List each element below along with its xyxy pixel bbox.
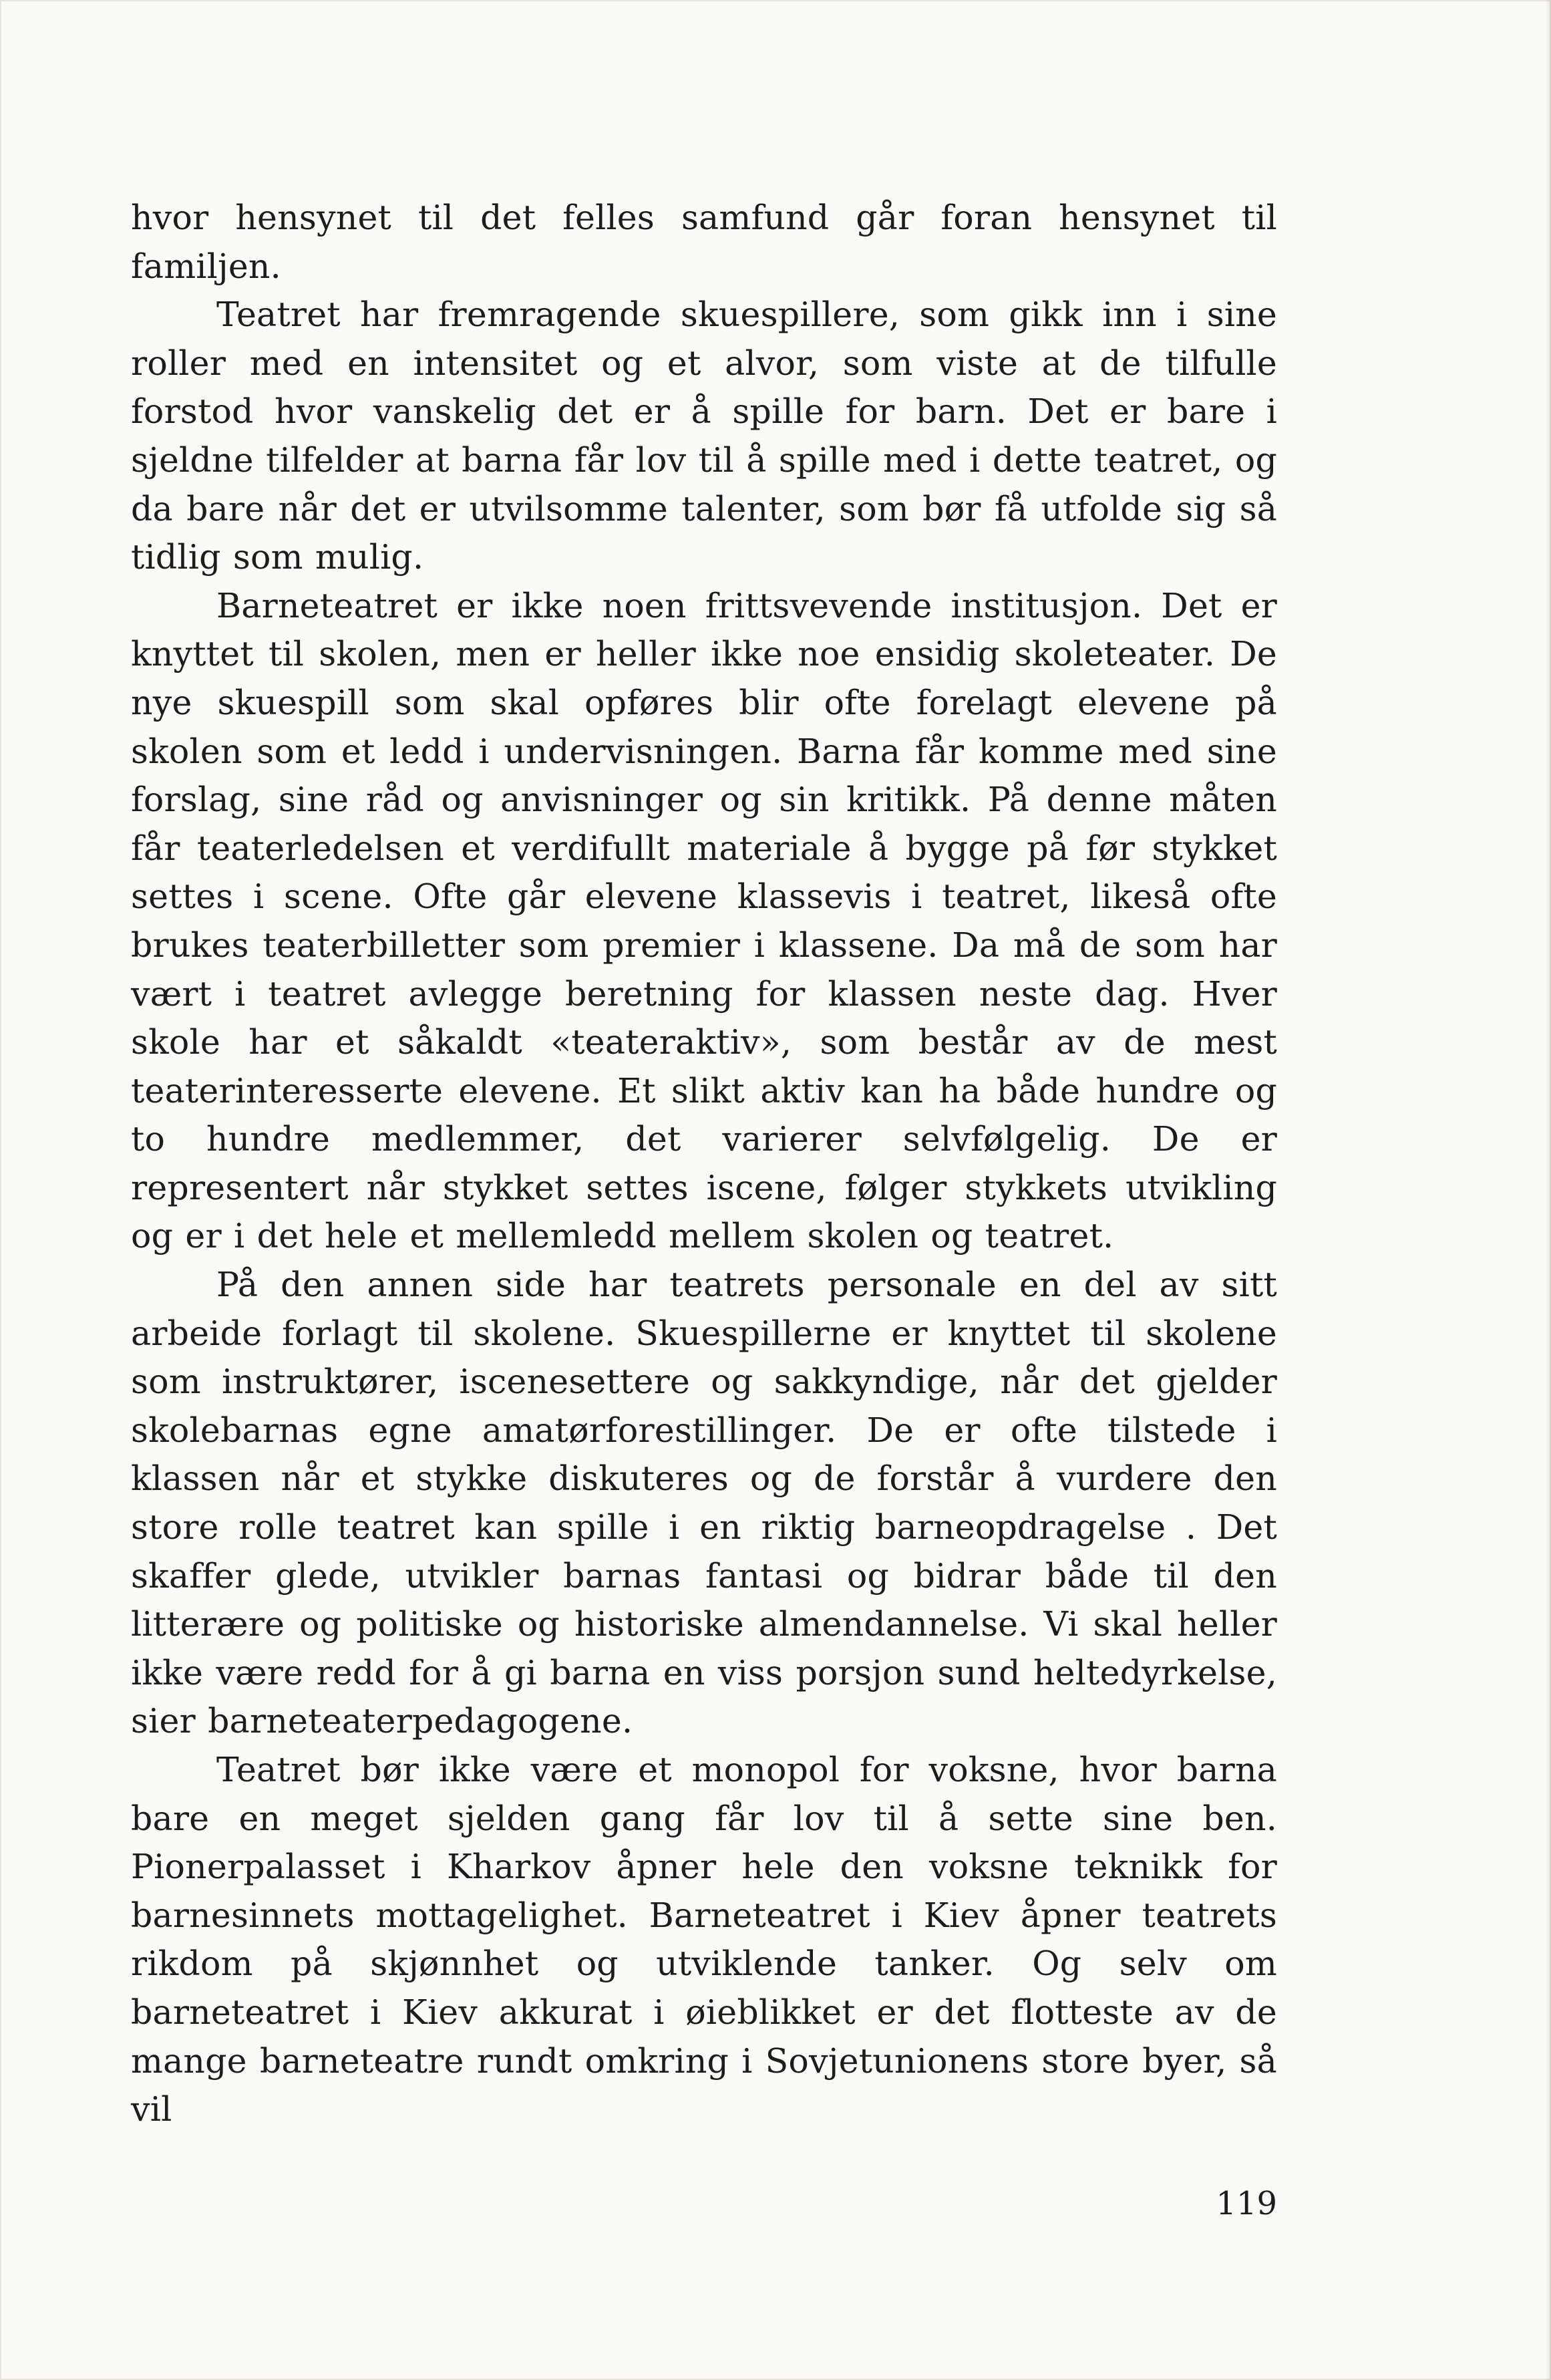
paragraph-3: Barneteatret er ikke noen frittsvevende institusjon. Det er knyttet til skolen, men er heller ikke noe ensidig skoleteater. De nye skuespill som skal opføres blir ofte forelagt elevene på skolen som et ledd i undervisningen. Barna får komme med sine forslag, sine råd og anvisninger og sin kritikk. På denne måten får teaterledelsen et verdifullt materiale å bygge på før stykket settes i scene. Ofte går elevene klassevis i teatret, likeså ofte brukes teaterbilletter som premier i klassene. Da må de som har vært i teatret avlegge beretning for klassen neste dag. Hver skole har et såkaldt «teateraktiv», som består av de mest teaterinteresserte elevene. Et slikt aktiv kan ha både hundre og to hundre medlemmer, det varierer selvfølgelig. De er representert når stykket settes iscene, følger stykkets utvikling og er i det hele et mellemledd mellem skolen og teatret. [131, 585, 1277, 1256]
paragraph-2: Teatret har fremragende skuespillere, som gikk inn i sine roller med en intensitet og et alvor, som viste at de tilfulle forstod hvor vanskelig det er å spille for barn. Det er bare i sjeldne tilfelder at barna får lov til å spille med i dette teatret, og da bare når det er utvilsomme talenter, som bør få utfolde sig så tidlig som mulig. [131, 295, 1277, 577]
page-edge-shadow [1544, 0, 1551, 2380]
paragraph-4: På den annen side har teatrets personale en del av sitt arbeide forlagt til skolene. Skuespillerne er knyttet til skolene som instruktører, iscenesettere og sakkyndige, når det gjelder skolebarnas egne amatørforestillinger. De er ofte tilstede i klassen når et stykke diskuteres og de forstår å vurdere den store rolle teatret kan spille i en riktig barneopdragelse . Det skaffer glede, utvikler barnas fantasi og bidrar både til den litterære og politiske og historiske almendannelse. Vi skal heller ikke være redd for å gi barna en viss porsjon sund heltedyrkelse, sier barneteaterpedagogene. [131, 1265, 1277, 1741]
paragraph-1: hvor hensynet til det felles samfund går foran hensynet til familjen. [131, 198, 1277, 286]
body-text [131, 194, 1277, 2134]
page-number: 119 [1216, 2185, 1277, 2222]
paragraph-5: Teatret bør ikke være et monopol for voksne, hvor barna bare en meget sjelden gang får lov til å sette sine ben. Pionerpalasset i Kharkov åpner hele den voksne teknikk for barnesinnets mottagelighet. Barneteatret i Kiev åpner teatrets rikdom på skjønnhet og utviklende tanker. Og selv om barneteatret i Kiev akkurat i øieblikket er det flotteste av de mange barneteatre rundt omkring i Sovjetunionens store byer, så vil [131, 1750, 1277, 2129]
